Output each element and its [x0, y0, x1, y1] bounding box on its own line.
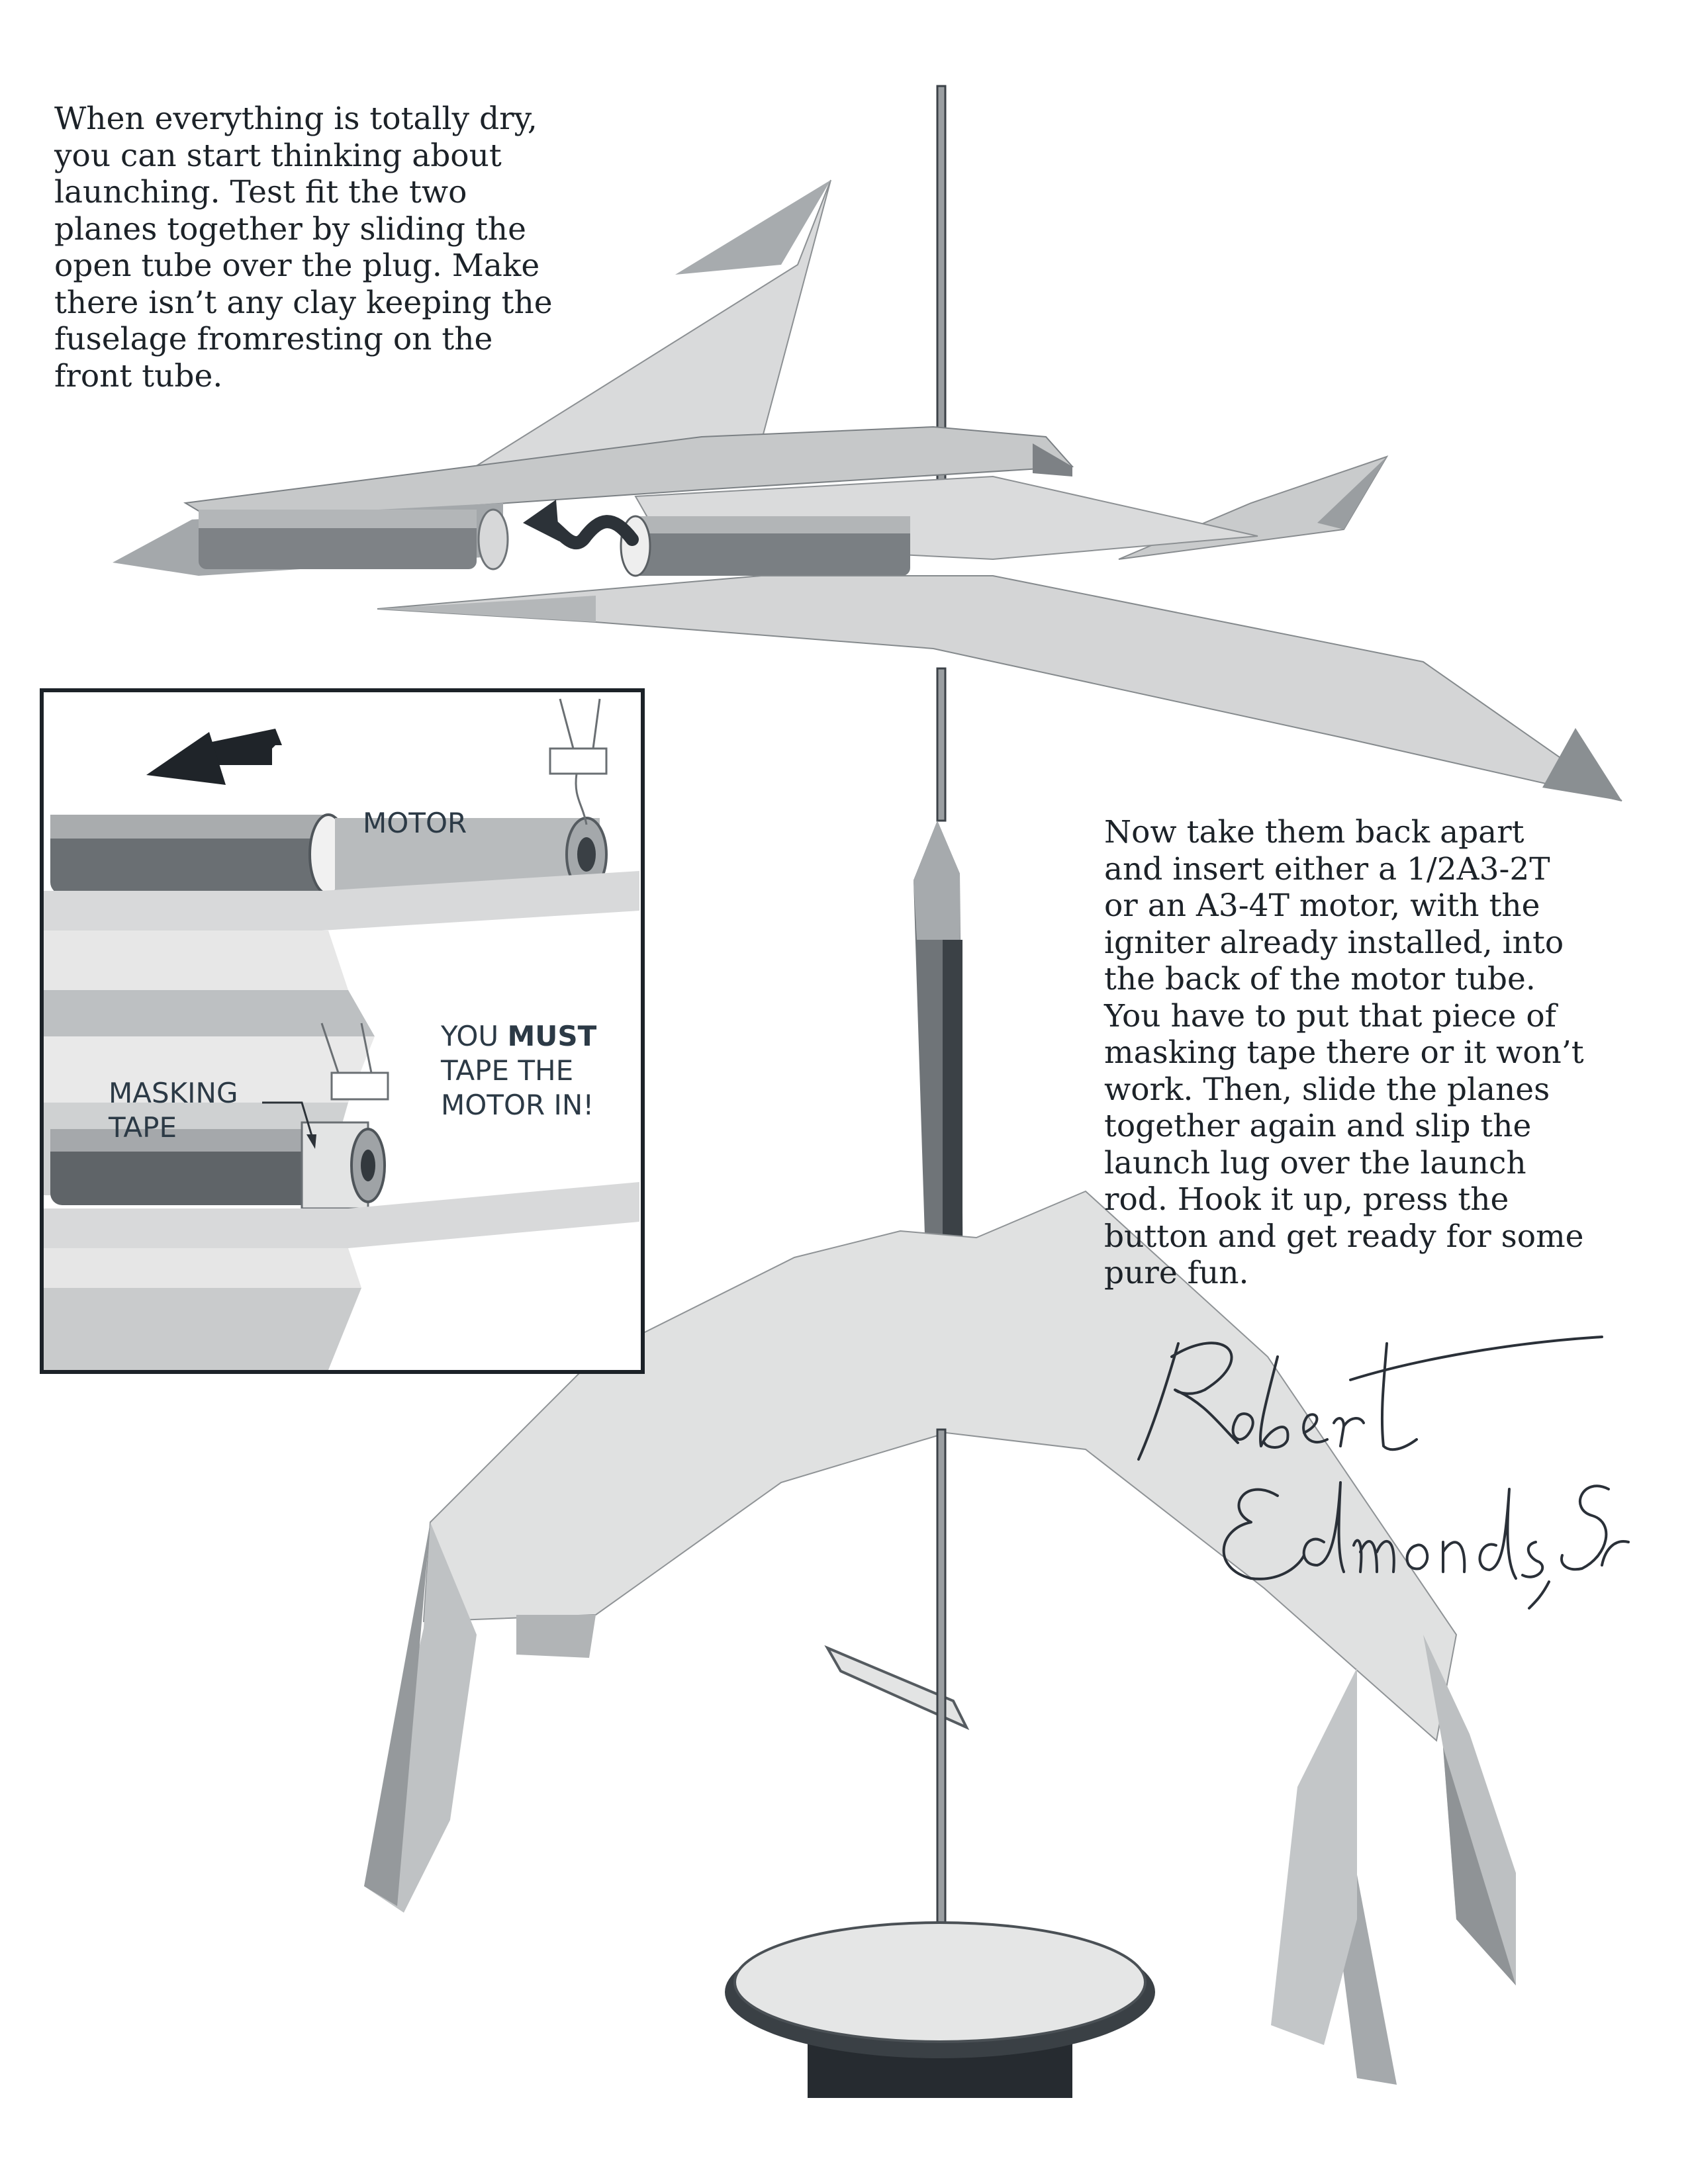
warning-line1-emphasis: MUST: [507, 1020, 597, 1052]
launch-rod-lower: [937, 1430, 945, 1939]
launch-rod-middle: [937, 668, 945, 821]
warning-line3: MOTOR IN!: [441, 1089, 594, 1121]
handwritten-signature: [1125, 1317, 1642, 1635]
warning-line1: [441, 1019, 596, 1054]
warning-line2: TAPE THE: [441, 1054, 574, 1087]
instructions-paragraph: Now take them back apart and insert either a 1/2A3-2T or an A3-4T motor, with the igniter already installed, into the back of the motor tube. You have to put that piece of masking tape there or it won’t work. Then, slide the planes together again and slip the launch lug over the launch rod. Hook it up, press the button and get ready for some pure fun.: [1104, 814, 1584, 1291]
intro-paragraph: When everything is totally dry, you can start thinking about launching. Test fit the two planes together by sliding the open tube over the plug. Make there isn’t any clay keeping the fuselage fromresting on the front tube.: [54, 101, 553, 394]
launch-pad: [725, 1923, 1155, 2098]
motor-label: MOTOR: [363, 807, 467, 839]
masking-tape-label-line1: MASKING: [109, 1077, 238, 1109]
masking-tape-label-line2: TAPE: [109, 1111, 177, 1144]
warning-line1-prefix: YOU: [441, 1020, 508, 1052]
